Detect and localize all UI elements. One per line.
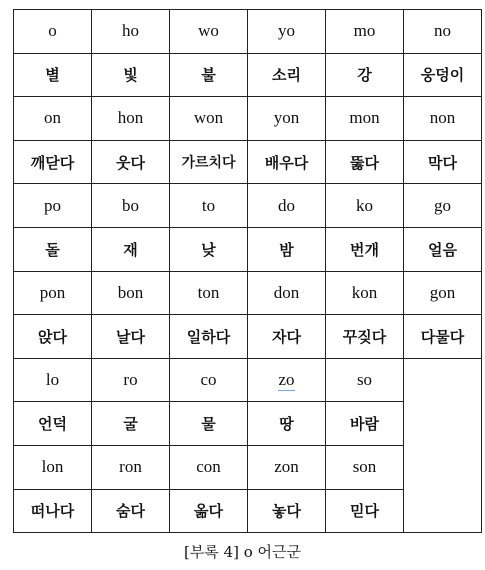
romanized-root-cell: [170, 184, 248, 228]
cell-text: 밤: [279, 240, 294, 259]
cell-text: yon: [273, 108, 300, 128]
cell-text: hon: [117, 108, 144, 128]
cell-text: 땅: [279, 415, 294, 434]
cell-text: con: [196, 457, 221, 477]
cell-text: so: [356, 370, 373, 390]
korean-word-cell: [326, 489, 404, 533]
korean-word-cell: [92, 227, 170, 271]
cell-text: 앉다: [38, 327, 67, 346]
romanized-root-cell: [92, 184, 170, 228]
cell-text: ron: [119, 457, 142, 477]
korean-word-cell: [14, 53, 92, 97]
cell-text: 재: [123, 240, 138, 259]
korean-word-cell: [92, 53, 170, 97]
word-table-container: [13, 9, 482, 533]
cell-text: 낮: [201, 240, 216, 259]
cell-text: ton: [197, 282, 220, 302]
cell-text: 떠나다: [30, 502, 75, 521]
korean-word-cell: [14, 315, 92, 359]
romanized-root-cell: [14, 358, 92, 402]
romanized-root-cell: [404, 10, 482, 54]
cell-text: yo: [278, 21, 295, 41]
cell-text: to: [201, 195, 216, 215]
korean-word-cell: [326, 402, 404, 446]
romanized-root-cell: [404, 271, 482, 315]
romanized-root-cell: [14, 184, 92, 228]
cell-text: 자다: [272, 327, 301, 346]
romanized-root-cell: [14, 10, 92, 54]
cell-text: 일하다: [186, 327, 231, 346]
cell-text: wo: [198, 21, 219, 41]
cell-text: 굴: [123, 415, 138, 434]
romanized-root-cell: [14, 271, 92, 315]
table-row: [14, 184, 482, 228]
table-row: [14, 140, 482, 184]
romanized-root-cell: [248, 10, 326, 54]
korean-word-cell: [170, 315, 248, 359]
cell-text: 날다: [116, 327, 145, 346]
word-table: [13, 9, 482, 533]
table-row: [14, 10, 482, 54]
empty-cell: [404, 445, 482, 489]
cell-text: 불: [201, 66, 216, 85]
cell-text: 언덕: [38, 415, 67, 434]
cell-text: 웅덩이: [420, 66, 465, 85]
romanized-root-cell: [248, 271, 326, 315]
romanized-root-cell: [326, 184, 404, 228]
table-row: [14, 53, 482, 97]
korean-word-cell: [14, 227, 92, 271]
cell-text: 놓다: [272, 502, 301, 521]
korean-word-cell: [92, 140, 170, 184]
korean-word-cell: [14, 402, 92, 446]
empty-cell: [404, 358, 482, 402]
table-caption: [부록 4] o 어근군: [183, 543, 302, 561]
table-row: [14, 271, 482, 315]
korean-word-cell: [170, 489, 248, 533]
korean-word-cell: [326, 227, 404, 271]
korean-word-cell: [404, 227, 482, 271]
cell-text: son: [352, 457, 377, 477]
korean-word-cell: [404, 140, 482, 184]
cell-text: ko: [356, 195, 373, 215]
cell-text: bo: [122, 195, 139, 215]
romanized-root-cell: [326, 271, 404, 315]
cell-text: 옮다: [194, 502, 223, 521]
cell-text: ho: [122, 21, 139, 41]
cell-text: do: [278, 195, 295, 215]
table-row: [14, 445, 482, 489]
cell-text: lo: [45, 370, 60, 390]
korean-word-cell: [404, 315, 482, 359]
cell-text: don: [273, 282, 300, 302]
cell-text: 소리: [272, 66, 301, 85]
korean-word-cell: [326, 53, 404, 97]
cell-text: 막다: [428, 153, 457, 172]
romanized-root-cell: [170, 10, 248, 54]
romanized-root-cell: [170, 358, 248, 402]
cell-text: won: [193, 108, 224, 128]
romanized-root-cell: [170, 271, 248, 315]
romanized-root-cell: [92, 358, 170, 402]
romanized-root-cell: [92, 10, 170, 54]
romanized-root-cell: [248, 358, 326, 402]
cell-text: 다물다: [420, 327, 465, 346]
cell-text: ro: [123, 370, 138, 390]
romanized-root-cell: [14, 445, 92, 489]
korean-word-cell: [248, 227, 326, 271]
table-row: [14, 315, 482, 359]
cell-text: 가르치다: [181, 155, 236, 172]
romanized-root-cell: [326, 97, 404, 141]
romanized-root-cell: [326, 10, 404, 54]
cell-text: mo: [353, 21, 376, 41]
cell-text: 강: [357, 66, 372, 85]
cell-text: kon: [351, 282, 378, 302]
cell-text: 번개: [350, 240, 379, 259]
table-row: [14, 358, 482, 402]
table-row: [14, 489, 482, 533]
romanized-root-cell: [170, 445, 248, 489]
romanized-root-cell: [170, 97, 248, 141]
cell-text: po: [44, 195, 61, 215]
table-row: [14, 402, 482, 446]
cell-text: o: [48, 21, 57, 41]
cell-text: zon: [274, 457, 299, 477]
korean-word-cell: [404, 53, 482, 97]
korean-word-cell: [170, 227, 248, 271]
cell-text: mon: [349, 108, 380, 128]
korean-word-cell: [326, 140, 404, 184]
korean-word-cell: [170, 140, 248, 184]
korean-word-cell: [248, 402, 326, 446]
cell-text: co: [200, 370, 217, 390]
romanized-root-cell: [92, 445, 170, 489]
romanized-root-cell: [248, 97, 326, 141]
korean-word-cell: [248, 140, 326, 184]
cell-text: 물: [201, 415, 216, 434]
cell-text: 숨다: [116, 502, 145, 521]
empty-cell: [404, 402, 482, 446]
korean-word-cell: [92, 489, 170, 533]
cell-text: 돌: [45, 240, 60, 259]
romanized-root-cell: [404, 97, 482, 141]
cell-text: 빛: [123, 66, 138, 85]
empty-cell: [404, 489, 482, 533]
cell-text: 바람: [350, 415, 379, 434]
romanized-root-cell: [92, 97, 170, 141]
cell-text: pon: [39, 282, 66, 302]
romanized-root-cell: [14, 97, 92, 141]
cell-text: non: [429, 108, 456, 128]
cell-text: 믿다: [350, 502, 379, 521]
korean-word-cell: [92, 402, 170, 446]
korean-word-cell: [248, 53, 326, 97]
cell-text: on: [44, 108, 61, 128]
korean-word-cell: [14, 140, 92, 184]
romanized-root-cell: [326, 358, 404, 402]
romanized-root-cell: [92, 271, 170, 315]
korean-word-cell: [248, 489, 326, 533]
korean-word-cell: [248, 315, 326, 359]
cell-text: 배우다: [264, 153, 309, 172]
korean-word-cell: [170, 402, 248, 446]
table-row: [14, 227, 482, 271]
romanized-root-cell: [326, 445, 404, 489]
korean-word-cell: [14, 489, 92, 533]
cell-text: 깨닫다: [30, 153, 75, 172]
korean-word-cell: [326, 315, 404, 359]
romanized-root-cell: [248, 184, 326, 228]
cell-text: bon: [117, 282, 144, 302]
romanized-root-cell: [404, 184, 482, 228]
cell-text: 웃다: [116, 153, 145, 172]
cell-text: 꾸짖다: [342, 327, 387, 346]
cell-text: 별: [45, 66, 60, 85]
cell-text: 얼음: [428, 240, 457, 259]
cell-text: 뚫다: [350, 153, 379, 172]
cell-text: lon: [41, 457, 64, 477]
korean-word-cell: [92, 315, 170, 359]
cell-text: no: [434, 21, 451, 41]
cell-text: go: [434, 195, 451, 215]
cell-text: gon: [429, 282, 456, 302]
cell-text: zo: [278, 370, 295, 390]
korean-word-cell: [170, 53, 248, 97]
table-row: [14, 97, 482, 141]
romanized-root-cell: [248, 445, 326, 489]
